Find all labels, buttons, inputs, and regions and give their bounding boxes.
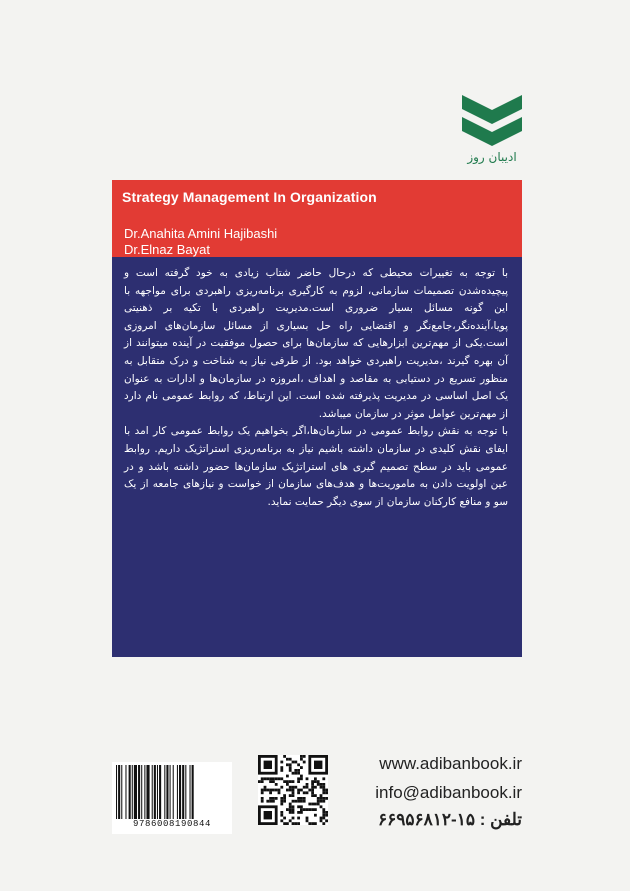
email-address: info@adibanbook.ir [375, 783, 522, 802]
title-band [112, 180, 522, 257]
chevron-logo-icon [457, 95, 527, 150]
website-url: www.adibanbook.ir [379, 754, 522, 773]
description-panel [112, 257, 522, 657]
author-name: Dr.Elnaz Bayat [124, 242, 210, 257]
barcode-icon [116, 765, 228, 819]
qr-code-icon [258, 755, 328, 825]
author-name: Dr.Anahita Amini Hajibashi [124, 226, 278, 241]
isbn-barcode [112, 762, 232, 834]
qr-code [258, 755, 328, 825]
book-description [124, 265, 508, 511]
description-paragraph: با توجه به نقش روابط عمومی در سازمان‌ها،اگر بخواهیم یک روابط عمومی کار امد با ایفای نقش کلیدی در سازمان داشته باشیم نیاز به برنامه‌ریزی استراتژیک داریم. روابط عمومی باید در سطح تصمیم گیری های استراتژیک سازمان‌ها حضور داشته باشد و در عین اولویت دادن به ماموریت‌ها و هدف‌های سازمان از خواست و نیازهای جامعه از یک سو و منافع کارکنان سازمان از سوی دیگر حمایت نماید. [124, 425, 508, 508]
book-title: Strategy Management In Organization [122, 189, 377, 205]
description-paragraph: با توجه به تغییرات محیطی که درحال حاضر شتاب زیادی به خود گرفته است و پیچیده‌شدن تصمیمات سازمانی، لزوم به کارگیری برنامه‌ریزی راهبردی برای مواجهه با این گونه مسائل بسیار ضروری است.مدیریت راهبردی با تکیه بر ذهنیتی پویا،آینده‌نگر،جامع‌نگر و اقتضایی راه حل بسیاری از مسائل سازمان‌های امروزی است.یکی از مهم‌ترین ابزارهایی که سازمان‌ها برای حصول موفقیت در آینده میتوانند از آن بهره گیرند ،مدیریت راهبردی خواهد بود. از طرفی نیاز به شناخت و درک متقابل به منظور تسریع در دستیابی به مقاصد و اهداف ،امروزه در سازمان‌ها و ادارات به عنوان یک اصل اساسی در مدیریت پذیرفته شده است. این ارتباط، که روابط عمومی نام دارد از مهم‌ترین عوامل موثر در سازمان میباشد. [124, 267, 508, 420]
phone-number: تلفن : ۱۵-۶۶۹۵۶۸۱۲ [378, 810, 522, 829]
publisher-name: ادیبان روز [467, 150, 517, 164]
isbn-number: 9786008190844 [132, 819, 211, 829]
